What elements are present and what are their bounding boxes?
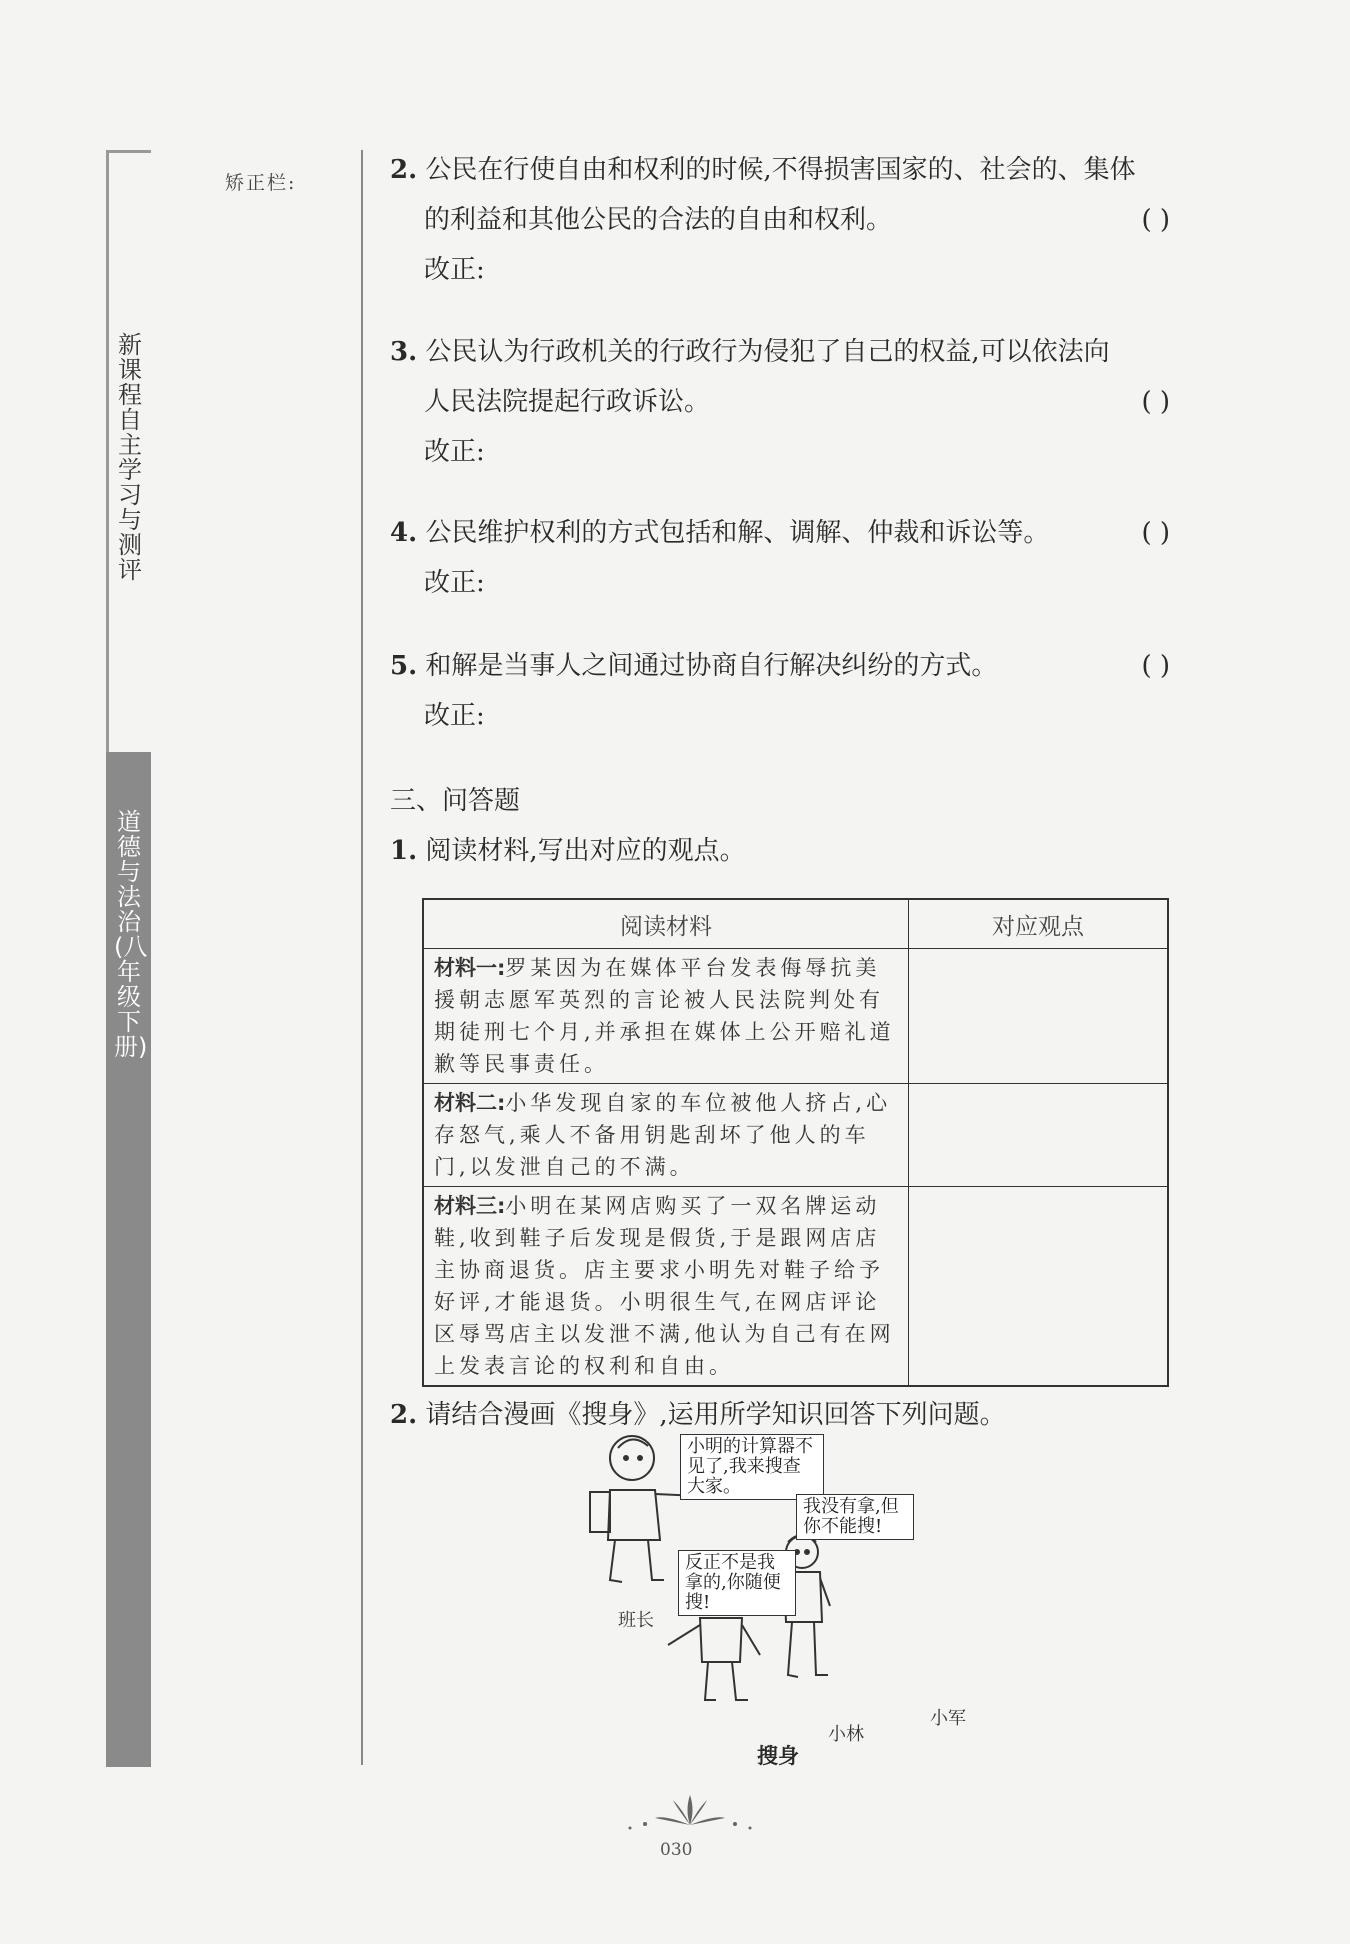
judge-item-3: 3. 公民认为行政机关的行政行为侵犯了自己的权益,可以依法向 人民法院提起行政诉讼。 ( ) 改正: — [390, 327, 1170, 477]
subject-title: 道德与法治(八年级下册) — [114, 808, 148, 1061]
table-row — [423, 1084, 1168, 1187]
spine-label-top — [106, 150, 151, 755]
question-2: 2. 请结合漫画《搜身》,运用所学知识回答下列问题。 — [390, 1400, 1006, 1430]
speech-bubble-xiaolin: 反正不是我拿的,你随便搜! — [678, 1550, 796, 1616]
judge-item-2: 2. 公民在行使自由和权利的时候,不得损害国家的、社会的、集体 的利益和其他公民的合法的自由和权利。 ( ) 改正: — [390, 145, 1170, 295]
page-number: 030 — [660, 1840, 693, 1860]
material-cell: 材料二:小华发现自家的车位被他人挤占,心存怒气,乘人不备用钥匙刮坏了他人的车门,以发泄自己的不满。 — [423, 1084, 909, 1187]
comic-illustration — [560, 1430, 980, 1760]
correction-column-label: 矫正栏: — [225, 172, 297, 194]
material-cell: 材料三:小明在某网店购买了一双名牌运动鞋,收到鞋子后发现是假货,于是跟网店店主协商退货。店主要求小明先对鞋子给予好评,才能退货。小明很生气,在网店评论区辱骂店主以发泄不满,他认为自己有在网上发表言论的权利和自由。 — [423, 1187, 909, 1387]
answer-parentheses[interactable]: ( ) — [1141, 387, 1170, 417]
correction-line[interactable]: 改正: — [424, 568, 485, 598]
table-row — [423, 949, 1168, 1084]
spine-label-bottom — [106, 752, 151, 1767]
question-1: 1. 阅读材料,写出对应的观点。 — [390, 836, 746, 866]
viewpoint-answer-cell[interactable] — [909, 1084, 1169, 1187]
margin-divider — [361, 150, 363, 1765]
table-header: 对应观点 — [909, 899, 1169, 949]
answer-parentheses[interactable]: ( ) — [1141, 205, 1170, 235]
section-title: 三、问答题 — [390, 786, 521, 816]
answer-parentheses[interactable]: ( ) — [1141, 651, 1170, 681]
caption-xiaolin: 小林 — [828, 1724, 864, 1745]
correction-line[interactable]: 改正: — [424, 437, 485, 467]
book-series-title: 新课程自主学习与测评 — [118, 331, 142, 584]
table-row — [423, 1187, 1168, 1387]
correction-line[interactable]: 改正: — [424, 701, 485, 731]
viewpoint-answer-cell[interactable] — [909, 949, 1169, 1084]
caption-monitor: 班长 — [618, 1610, 654, 1631]
answer-parentheses[interactable]: ( ) — [1141, 518, 1170, 548]
speech-bubble-xiaojun: 我没有拿,但你不能搜! — [796, 1494, 914, 1540]
material-cell: 材料一:罗某因为在媒体平台发表侮辱抗美援朝志愿军英烈的言论被人民法院判处有期徒刑七个月,并承担在媒体上公开赔礼道歉等民事责任。 — [423, 949, 909, 1084]
decorative-ornament-icon — [615, 1790, 765, 1840]
reading-material-table — [422, 898, 1169, 1387]
judge-item-5: 5. 和解是当事人之间通过协商自行解决纠纷的方式。 ( ) 改正: — [390, 641, 1170, 741]
table-header: 阅读材料 — [423, 899, 909, 949]
comic-title: 搜身 — [757, 1744, 799, 1768]
caption-xiaojun: 小军 — [930, 1708, 966, 1729]
speech-bubble-monitor: 小明的计算器不见了,我来搜查大家。 — [680, 1434, 824, 1500]
viewpoint-answer-cell[interactable] — [909, 1187, 1169, 1387]
judge-item-4: 4. 公民维护权利的方式包括和解、调解、仲裁和诉讼等。 ( ) 改正: — [390, 508, 1170, 608]
table-header-row — [423, 899, 1168, 949]
correction-line[interactable]: 改正: — [424, 255, 485, 285]
